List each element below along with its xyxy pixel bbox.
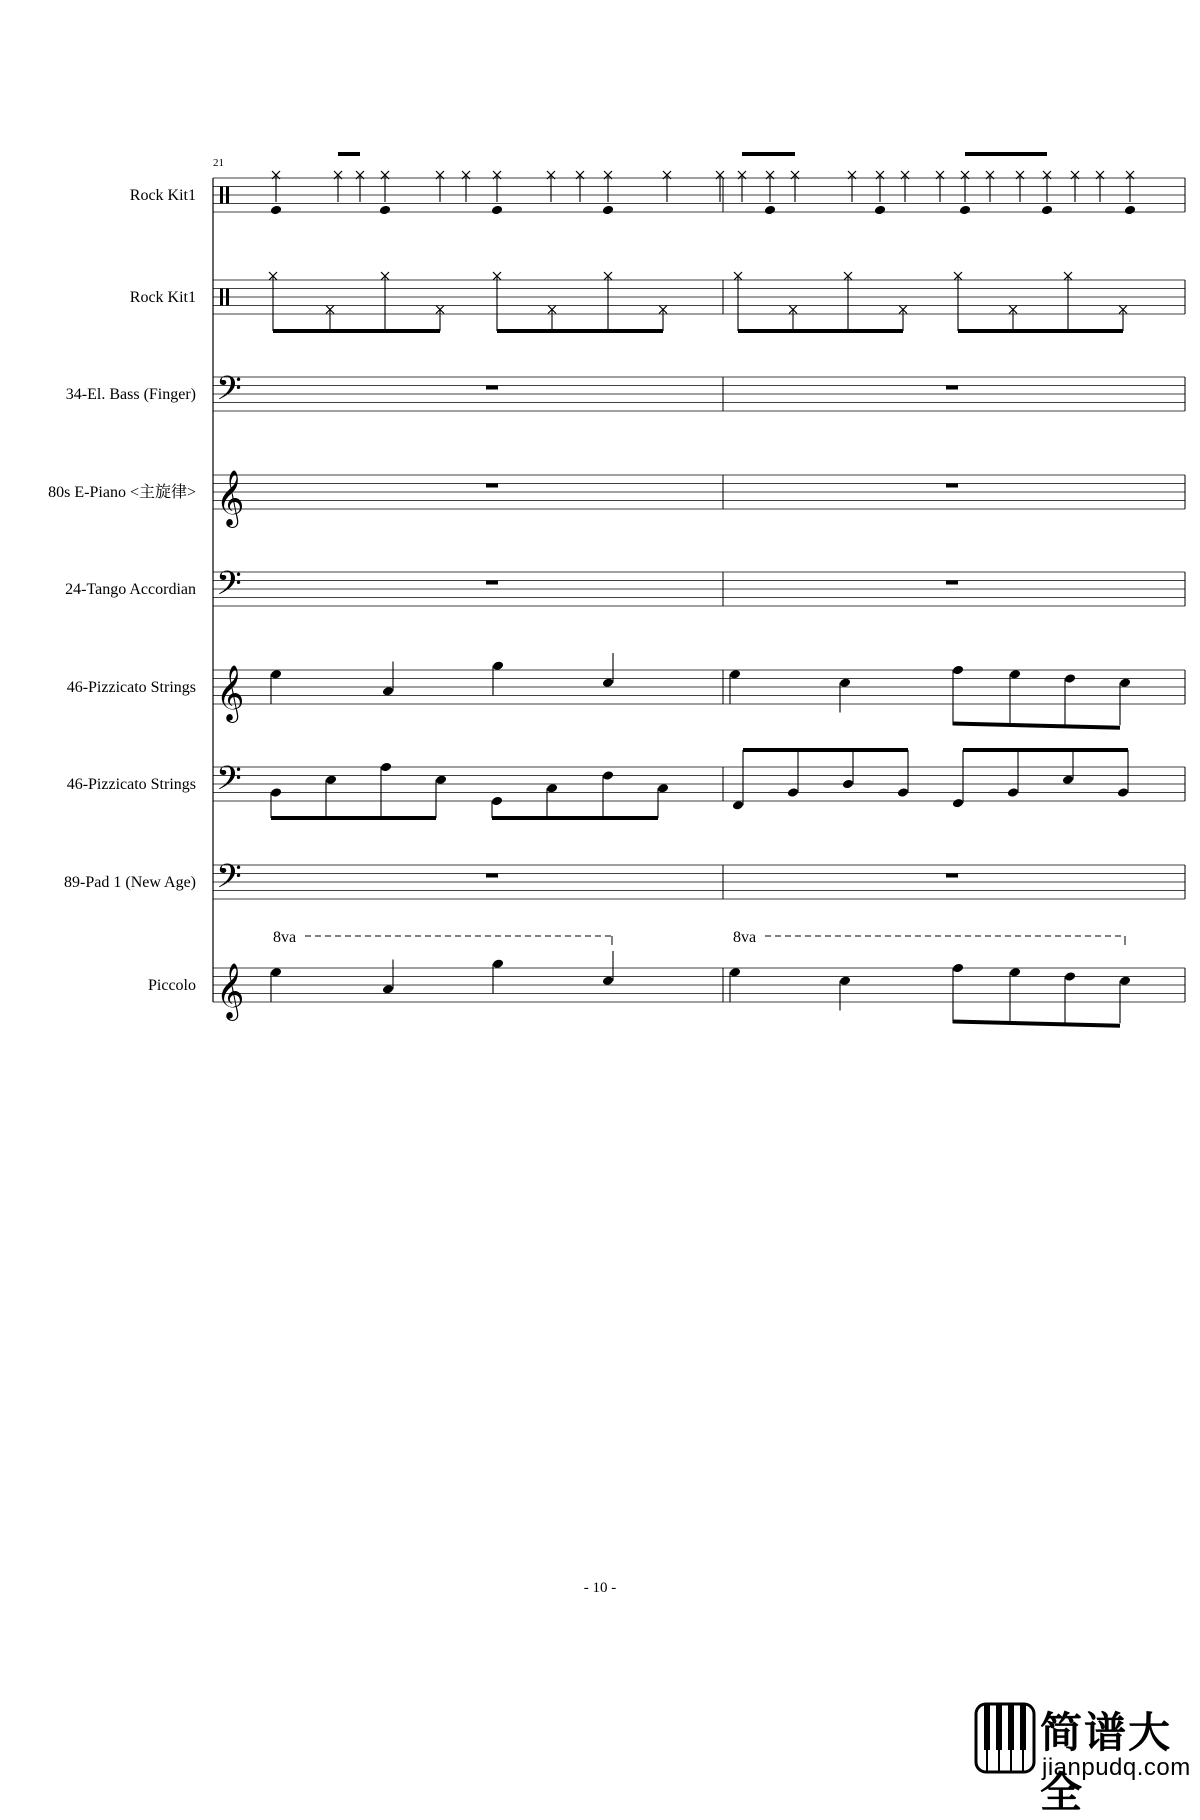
logo-chinese-text: 简谱大全 bbox=[1040, 1708, 1173, 1817]
instrument-label: 24-Tango Accordian bbox=[65, 581, 196, 598]
note-head bbox=[657, 783, 669, 794]
note-head bbox=[602, 975, 614, 986]
note-head bbox=[270, 967, 282, 978]
note-head bbox=[1041, 205, 1053, 216]
note-head bbox=[491, 796, 503, 807]
ottava-mark: 8va bbox=[273, 929, 297, 946]
percussion-clef-icon bbox=[226, 187, 229, 204]
note-head bbox=[874, 205, 886, 216]
note-head bbox=[1062, 774, 1074, 785]
note-head bbox=[492, 958, 504, 969]
note-head bbox=[1007, 787, 1019, 798]
bass-clef-icon: 𝄢 bbox=[216, 857, 242, 903]
ottava-mark: 8va bbox=[733, 929, 757, 946]
instrument-label: 46-Pizzicato Strings bbox=[66, 776, 196, 793]
page-number: - 10 - bbox=[583, 1580, 617, 1596]
note-head bbox=[546, 783, 558, 794]
note-head bbox=[729, 669, 741, 680]
measure-number: 21 bbox=[213, 157, 224, 169]
note-head bbox=[379, 205, 391, 216]
note-head bbox=[952, 665, 964, 676]
bass-clef-icon: 𝄢 bbox=[216, 564, 242, 610]
whole-rest-icon bbox=[946, 386, 958, 390]
note-head bbox=[270, 205, 282, 216]
instrument-label: 34-El. Bass (Finger) bbox=[65, 386, 196, 403]
site-logo bbox=[974, 1700, 1194, 1817]
note-head bbox=[952, 798, 964, 809]
instrument-label: Piccolo bbox=[148, 977, 196, 994]
note-head bbox=[1119, 975, 1131, 986]
note-head bbox=[842, 779, 854, 790]
whole-rest-icon bbox=[486, 874, 498, 878]
note-head bbox=[1119, 677, 1131, 688]
instrument-label: 89-Pad 1 (New Age) bbox=[64, 874, 196, 891]
note-head bbox=[764, 205, 776, 216]
note-head bbox=[787, 787, 799, 798]
logo-site-text: jianpudq.com bbox=[1042, 1754, 1191, 1781]
note-head bbox=[491, 205, 503, 216]
bass-clef-icon: 𝄢 bbox=[216, 759, 242, 805]
note-head bbox=[382, 984, 394, 995]
bass-clef-icon: 𝄢 bbox=[216, 369, 242, 415]
piano-keys-icon bbox=[974, 1700, 1038, 1776]
note-head bbox=[492, 660, 504, 671]
treble-clef-icon: 𝄞 bbox=[216, 965, 245, 1019]
whole-rest-icon bbox=[946, 484, 958, 488]
note-head bbox=[952, 963, 964, 974]
percussion-clef-icon bbox=[226, 289, 229, 306]
note-head bbox=[1124, 205, 1136, 216]
instrument-label: Rock Kit1 bbox=[129, 289, 196, 306]
note-head bbox=[1117, 787, 1129, 798]
note-beam bbox=[953, 724, 1120, 728]
note-head bbox=[1009, 669, 1021, 680]
note-head bbox=[382, 686, 394, 697]
note-beam bbox=[953, 1022, 1120, 1026]
note-head bbox=[839, 975, 851, 986]
instrument-label: 46-Pizzicato Strings bbox=[66, 679, 196, 696]
whole-rest-icon bbox=[486, 386, 498, 390]
whole-rest-icon bbox=[486, 581, 498, 585]
note-head bbox=[270, 669, 282, 680]
percussion-clef-icon bbox=[220, 187, 223, 204]
whole-rest-icon bbox=[946, 581, 958, 585]
note-head bbox=[1064, 673, 1076, 684]
note-head bbox=[602, 205, 614, 216]
note-head bbox=[435, 774, 447, 785]
instrument-label: Rock Kit1 bbox=[129, 187, 196, 204]
note-head bbox=[1064, 971, 1076, 982]
note-head bbox=[602, 677, 614, 688]
treble-clef-icon: 𝄞 bbox=[216, 667, 245, 721]
note-head bbox=[380, 762, 392, 773]
treble-clef-icon: 𝄞 bbox=[216, 472, 245, 526]
note-head bbox=[270, 787, 282, 798]
whole-rest-icon bbox=[486, 484, 498, 488]
note-head bbox=[839, 677, 851, 688]
note-head bbox=[959, 205, 971, 216]
whole-rest-icon bbox=[946, 874, 958, 878]
note-head bbox=[602, 770, 614, 781]
note-head bbox=[325, 774, 337, 785]
note-head bbox=[729, 967, 741, 978]
percussion-clef-icon bbox=[220, 289, 223, 306]
instrument-label: 80s E-Piano <主旋律> bbox=[48, 484, 196, 501]
note-head bbox=[1009, 967, 1021, 978]
note-head bbox=[732, 800, 744, 811]
note-head bbox=[897, 787, 909, 798]
